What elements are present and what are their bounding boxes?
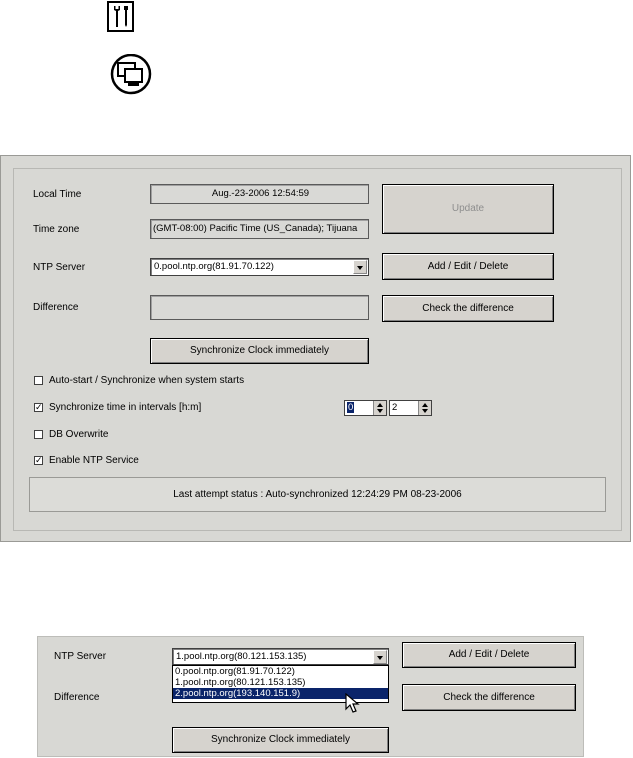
ntp-server-selected: 1.pool.ntp.org(80.121.153.135)	[176, 651, 307, 662]
mouse-cursor-icon	[345, 693, 361, 715]
ntp-server-select[interactable]	[150, 258, 369, 276]
difference-label: Difference	[33, 302, 79, 313]
dropdown-option[interactable]: 0.pool.ntp.org(81.91.70.122)	[175, 666, 295, 677]
interval-minutes-value: 2	[392, 402, 398, 413]
dropdown-option-highlighted[interactable]: 2.pool.ntp.org(193.140.151.9)	[173, 688, 388, 699]
check-difference-button[interactable]: Check the difference	[382, 295, 554, 322]
spinner-arrows-icon[interactable]	[373, 401, 386, 415]
tools-icon	[107, 1, 134, 35]
dropdown-option[interactable]: 1.pool.ntp.org(80.121.153.135)	[175, 677, 306, 688]
chevron-down-icon[interactable]	[373, 650, 387, 664]
local-time-field: Aug.-23-2006 12:54:59	[150, 184, 369, 204]
ntp-server-selected: 0.pool.ntp.org(81.91.70.122)	[154, 261, 274, 272]
db-overwrite-label: DB Overwrite	[49, 429, 109, 440]
time-zone-label: Time zone	[33, 224, 80, 235]
interval-hours-spinner[interactable]	[344, 400, 387, 416]
auto-start-checkbox[interactable]	[34, 376, 43, 385]
synchronize-now-button[interactable]: Synchronize Clock immediately	[172, 727, 389, 753]
enable-ntp-checkbox[interactable]: ✓	[35, 455, 43, 465]
update-button[interactable]: Update	[382, 184, 554, 234]
ntp-server-label: NTP Server	[33, 262, 86, 273]
network-computers-icon	[108, 54, 155, 98]
ntp-server-label: NTP Server	[54, 651, 107, 662]
synchronize-now-button[interactable]: Synchronize Clock immediately	[150, 338, 369, 364]
spinner-arrows-icon[interactable]	[418, 401, 431, 415]
check-difference-button[interactable]: Check the difference	[402, 684, 576, 711]
local-time-label: Local Time	[33, 189, 82, 200]
difference-field	[150, 295, 369, 320]
difference-label: Difference	[54, 692, 100, 703]
ntp-server-select[interactable]	[172, 648, 389, 665]
db-overwrite-checkbox[interactable]	[34, 430, 43, 439]
interval-minutes-spinner[interactable]	[389, 400, 432, 416]
add-edit-delete-button[interactable]: Add / Edit / Delete	[382, 253, 554, 280]
status-bar: Last attempt status : Auto-synchronized 12:24:29 PM 08-23-2006	[29, 477, 606, 512]
auto-start-label: Auto-start / Synchronize when system starts	[49, 375, 245, 386]
sync-intervals-checkbox[interactable]: ✓	[35, 402, 43, 412]
time-zone-field: (GMT-08:00) Pacific Time (US_Canada); Tijuana	[150, 219, 369, 239]
add-edit-delete-button[interactable]: Add / Edit / Delete	[402, 642, 576, 668]
enable-ntp-label: Enable NTP Service	[49, 455, 139, 466]
interval-hours-value: 0	[348, 402, 354, 413]
sync-intervals-label: Synchronize time in intervals [h:m]	[49, 402, 202, 413]
chevron-down-icon[interactable]	[353, 260, 367, 274]
